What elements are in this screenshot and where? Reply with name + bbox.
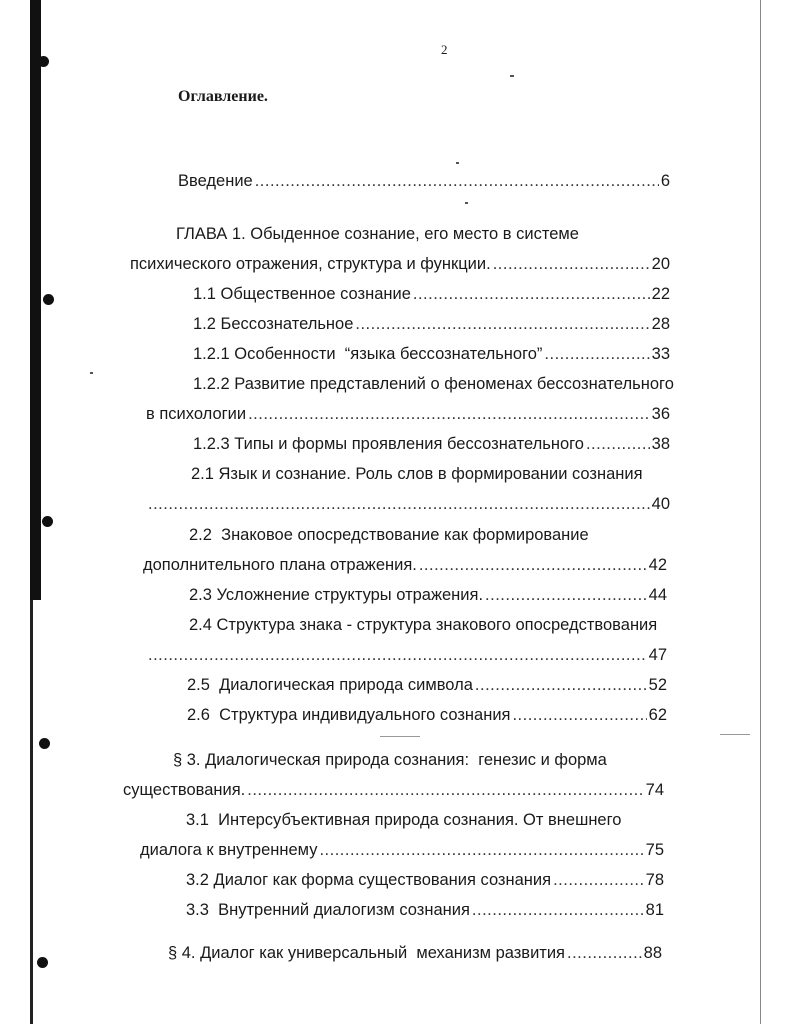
toc-entry [146,404,670,424]
toc-entry-page: 81 [645,901,664,919]
toc-leader-dots [553,870,644,890]
toc-leader-dots [485,585,647,605]
toc-leader-dots [472,900,644,920]
toc-entry-page: 36 [651,405,670,423]
toc-entry-title: 2.2 Знаковое опосредствование как формирование [189,526,589,544]
toc-entry-title: ГЛАВА 1. Обыденное сознание, его место в системе [176,225,579,243]
toc-entry [193,344,670,364]
toc-entry-title: существования. [123,781,246,799]
toc-entry-line [191,464,643,484]
toc-entry-title: психического отражения, структура и функции. [130,255,491,273]
toc-entry-line [189,615,657,635]
toc-entry-title: 2.5 Диалогическая природа символа [187,676,473,694]
toc-entry [168,943,662,963]
toc-leader-dots [148,645,647,665]
toc-entry-title: 2.6 Структура индивидуального сознания [187,706,511,724]
toc-entry-title: 2.3 Усложнение структуры отражения. [189,586,484,604]
toc-entry-title: § 3. Диалогическая природа сознания: генезис и форма [173,751,607,769]
toc-leader-dots [255,171,659,191]
toc-entry-page: 28 [651,315,670,333]
toc-leader-dots [567,943,642,963]
scan-speck [90,372,93,374]
toc-entry [186,900,664,920]
toc-entry [146,494,670,514]
toc-entry-page: 22 [651,285,670,303]
toc-entry-title: 2.1 Язык и сознание. Роль слов в формировании сознания [191,465,643,483]
toc-entry-title: 1.2.2 Развитие представлений о феноменах бессознательного [193,375,674,393]
scan-speck [456,162,459,164]
toc-entry-line [186,810,621,830]
toc-entry-line [193,374,674,394]
toc-entry-title: 1.2 Бессознательное [193,315,354,333]
toc-entry-page: 78 [645,871,664,889]
page-number: 2 [441,42,448,57]
punch-hole-mark [38,56,49,67]
scan-speck [465,202,468,204]
punch-hole-mark [37,957,48,968]
toc-leader-dots [413,284,650,304]
toc-entry [193,284,670,304]
toc-entry-title: диалога к внутреннему [140,841,318,859]
toc-entry-page: 74 [645,781,664,799]
scan-binding-edge [30,0,41,600]
toc-entry-title: 3.3 Внутренний диалогизм сознания [186,901,470,919]
toc-entry-page: 20 [651,255,670,273]
toc-entry-page: 40 [651,495,670,513]
toc-entry [193,314,670,334]
toc-leader-dots [248,404,650,424]
toc-entry [187,675,667,695]
toc-leader-dots [247,780,643,800]
toc-entry-title: 3.2 Диалог как форма существования сознания [186,871,552,889]
toc-entry [178,171,670,191]
toc-entry-title: 2.4 Структура знака - структура знакового опосредствования [189,616,658,634]
toc-entry-line [189,525,589,545]
toc-leader-dots [419,555,647,575]
toc-entry-page: 42 [648,556,667,574]
toc-entry [143,555,667,575]
toc-leader-dots [148,494,650,514]
toc-entry [186,870,664,890]
toc-leader-dots [355,314,649,334]
toc-entry-page: 88 [643,944,662,962]
toc-entry [146,645,667,665]
toc-entry [193,434,670,454]
toc-entry-line [173,750,607,770]
toc-entry-page: 33 [651,345,670,363]
toc-entry-page: 6 [660,172,670,190]
toc-entry-page: 52 [648,676,667,694]
scan-speck [380,736,420,737]
toc-entry-title: дополнительного плана отражения. [143,556,417,574]
toc-leader-dots [319,840,643,860]
toc-entry-title: 3.1 Интерсубъективная природа сознания. От внешнего [186,811,622,829]
toc-leader-dots [544,344,649,364]
toc-entry-title: 1.2.1 Особенности “языка бессознательного” [193,345,543,363]
toc-leader-dots [586,434,650,454]
toc-entry-page: 75 [645,841,664,859]
toc-entry-page: 47 [648,646,667,664]
toc-entry-title: в психологии [146,405,247,423]
toc-entry-page: 38 [651,435,670,453]
toc-leader-dots [475,675,647,695]
toc-leader-dots [493,254,650,274]
toc-entry [130,254,670,274]
scan-speck [510,75,514,77]
toc-entry [187,705,667,725]
page-title: Оглавление. [178,88,268,105]
toc-entry-title: Введение [178,172,253,190]
scan-speck [720,734,750,735]
toc-entry [123,780,664,800]
toc-entry [189,585,667,605]
toc-leader-dots [512,705,646,725]
punch-hole-mark [43,294,54,305]
page-right-edge [760,0,761,1024]
toc-entry-page: 62 [648,706,667,724]
toc-entry-page: 44 [648,586,667,604]
punch-hole-mark [42,516,53,527]
toc-entry-title: § 4. Диалог как универсальный механизм развития [168,944,565,962]
scan-binding-line [30,600,33,1024]
toc-entry [140,840,664,860]
toc-entry-title: 1.1 Общественное сознание [193,285,411,303]
punch-hole-mark [39,738,50,749]
toc-entry-title: 1.2.3 Типы и формы проявления бессознательного [193,435,584,453]
toc-entry-line [176,224,579,244]
